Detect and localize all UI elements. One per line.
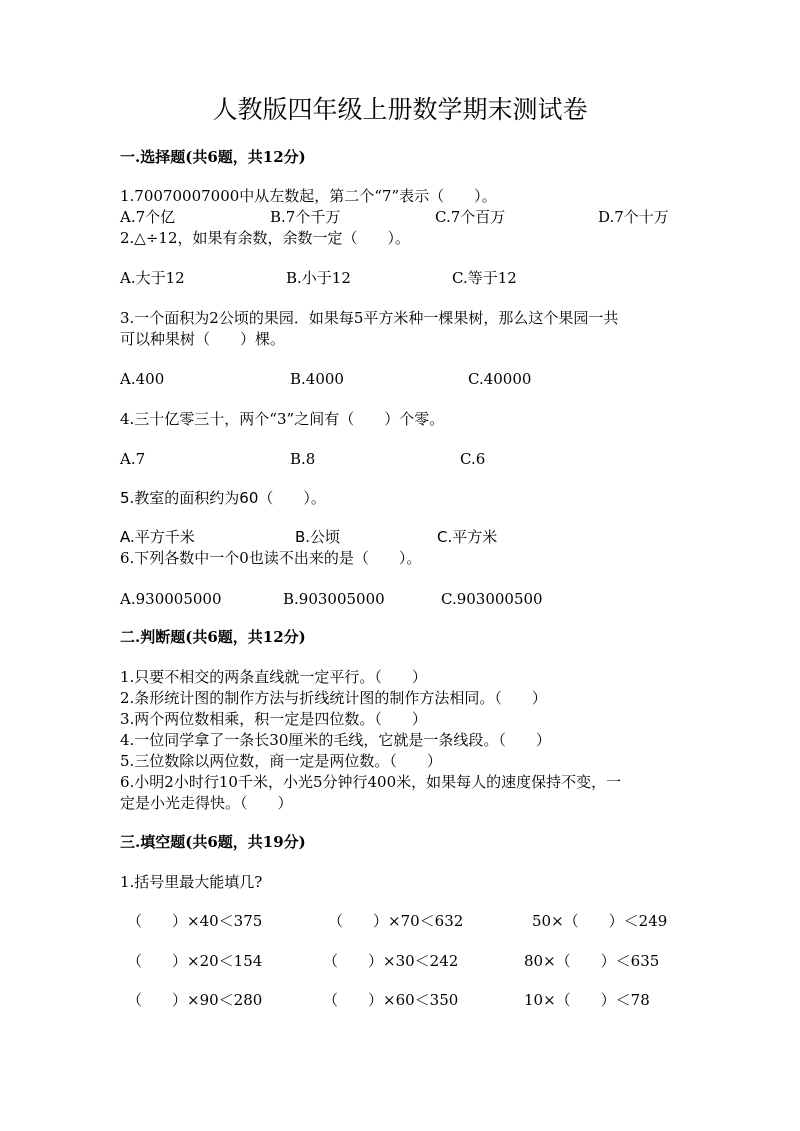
choice-q1-stem: 1.70070007000中从左数起，第二个“7”表示（ ）。 (120, 187, 497, 205)
section-heading-choice: 一.选择题(共6题，共12分) (120, 148, 306, 166)
fill-item: （ ）×70＜632 (328, 912, 464, 930)
choice-q6-stem: 6.下列各数中一个0也读不出来的是（ ）。 (120, 549, 422, 567)
judgement-line-7: 定是小光走得快。（ ） (120, 794, 293, 812)
fill-item: 10×（ ）＜78 (524, 991, 650, 1009)
fill-item: （ ）×20＜154 (127, 952, 263, 970)
judgement-line-4: 4.一位同学拿了一条长30厘米的毛线，它就是一条线段。（ ） (120, 731, 551, 749)
choice-q4-option-b: B.8 (290, 450, 316, 468)
judgement-line-2: 2.条形统计图的制作方法与折线统计图的制作方法相同。（ ） (120, 689, 547, 707)
choice-q6-option-a: A.930005000 (120, 590, 222, 608)
choice-q2-option-a: A.大于12 (120, 269, 185, 287)
choice-q6-option-c: C.903000500 (441, 590, 543, 608)
choice-q1-option-b: B.7个千万 (270, 208, 341, 226)
fill-item: （ ）×30＜242 (323, 952, 459, 970)
fill-item: 80×（ ）＜635 (524, 952, 660, 970)
choice-q6-option-b: B.903005000 (283, 590, 385, 608)
choice-q3-option-b: B.4000 (290, 370, 344, 388)
judgement-line-1: 1.只要不相交的两条直线就一定平行。（ ） (120, 668, 427, 686)
section-heading-judgement: 二.判断题(共6题，共12分) (120, 628, 306, 646)
fill-item: （ ）×60＜350 (323, 991, 459, 1009)
choice-q1-option-d: D.7个十万 (598, 208, 669, 226)
choice-q5-option-a: A.平方千米 (120, 528, 195, 546)
choice-q3-option-c: C.40000 (468, 370, 532, 388)
choice-q2-option-c: C.等于12 (452, 269, 517, 287)
choice-q5-stem: 5.教室的面积约为60（ ）。 (120, 489, 326, 507)
choice-q4-option-a: A.7 (120, 450, 146, 468)
choice-q2-stem: 2.△÷12，如果有余数，余数一定（ ）。 (120, 229, 411, 247)
fill-item: 50×（ ）＜249 (532, 912, 668, 930)
fill-item: （ ）×40＜375 (127, 912, 263, 930)
choice-q3-stem-line1: 3.一个面积为2公顷的果园．如果每5平方米种一棵果树，那么这个果园一共 (120, 309, 619, 327)
choice-q5-option-c: C.平方米 (437, 528, 498, 546)
fill-q1-stem: 1.括号里最大能填几? (120, 873, 263, 891)
judgement-line-3: 3.两个两位数相乘，积一定是四位数。（ ） (120, 710, 427, 728)
judgement-line-6: 6.小明2小时行10千米，小光5分钟行400米，如果每人的速度保持不变，一 (120, 773, 622, 791)
choice-q1-option-c: C.7个百万 (435, 208, 506, 226)
choice-q5-option-b: B.公顷 (295, 528, 341, 546)
choice-q4-option-c: C.6 (460, 450, 486, 468)
judgement-line-5: 5.三位数除以两位数，商一定是两位数。（ ） (120, 752, 442, 770)
choice-q1-option-a: A.7个亿 (120, 208, 176, 226)
fill-item: （ ）×90＜280 (127, 991, 263, 1009)
section-heading-fill: 三.填空题(共6题，共19分) (120, 833, 306, 851)
choice-q4-stem: 4.三十亿零三十，两个“3”之间有（ ）个零。 (120, 410, 445, 428)
choice-q3-option-a: A.400 (120, 370, 165, 388)
choice-q2-option-b: B.小于12 (286, 269, 351, 287)
choice-q3-stem-line2: 可以种果树（ ）棵。 (120, 330, 286, 348)
page-title: 人教版四年级上册数学期末测试卷 (212, 95, 588, 124)
